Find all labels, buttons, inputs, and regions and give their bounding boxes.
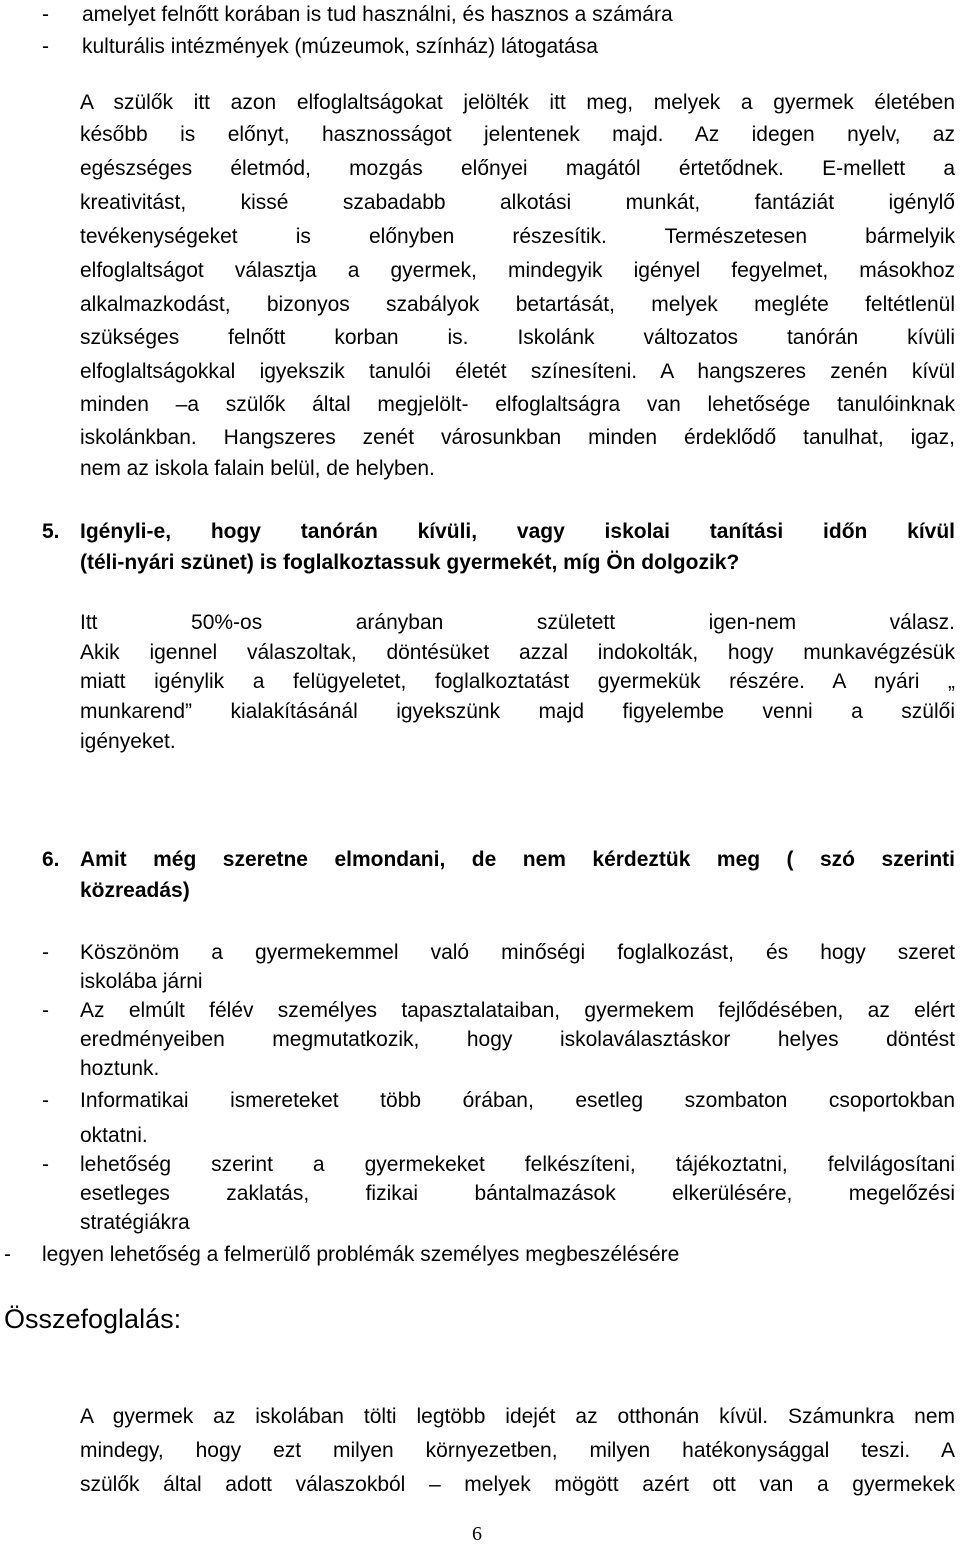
paragraph-line: szükséges felnőtt korban is. Iskolánk változatos tanórán kívüli (80, 326, 955, 349)
summary-line: mindegy, hogy ezt milyen környezetben, milyen hatékonysággal teszi. A (80, 1439, 955, 1462)
response-line: oktatni. (80, 1124, 148, 1147)
paragraph-line: elfoglaltságokkal igyekszik tanulói életét színesíteni. A hangszeres zenén kívül (80, 360, 955, 383)
question-5-text: (téli-nyári szünet) is foglalkoztassuk gyermekét, míg Ön dolgozik? (80, 551, 740, 574)
response-line: legyen lehetőség a felmerülő problémák személyes megbeszélésére (42, 1243, 680, 1266)
answer-line: Itt 50%-os arányban született igen-nem válasz. (80, 611, 955, 634)
paragraph-line: tevékenységeket is előnyben részesítik. Természetesen bármelyik (80, 225, 955, 248)
list-dash: - (4, 1243, 11, 1266)
summary-line: A gyermek az iskolában tölti legtöbb idejét az otthonán kívül. Számunkra nem (80, 1405, 955, 1428)
list-dash: - (42, 1153, 49, 1176)
question-6-text: közreadás) (80, 879, 190, 902)
list-dash: - (42, 999, 49, 1022)
response-line: Az elmúlt félév személyes tapasztalataiban, gyermekem fejlődésében, az elért (80, 999, 955, 1022)
paragraph-line: alkalmazkodást, bizonyos szabályok betartását, melyek megléte feltétlenül (80, 293, 955, 316)
response-line: Köszönöm a gyermekemmel való minőségi foglalkozást, és hogy szeret (80, 941, 955, 964)
summary-line: szülők által adott válaszokból – melyek mögött azért ott van a gyermekek (80, 1473, 955, 1496)
answer-line: munkarend” kialakításánál igyekszünk majd figyelembe venni a szülői (80, 700, 955, 723)
answer-line: miatt igénylik a felügyeletet, foglalkoztatást gyermekük részére. A nyári „ (80, 670, 955, 693)
paragraph-line: minden –a szülők által megjelölt- elfoglaltságra van lehetősége tanulóinknak (80, 393, 955, 416)
list-item-text: amelyet felnőtt korában is tud használni, és hasznos a számára (82, 3, 673, 26)
list-dash: - (42, 3, 49, 26)
list-dash: - (42, 1089, 49, 1112)
paragraph-line: egészséges életmód, mozgás előnyei magától értetődnek. E-mellett a (80, 157, 955, 180)
question-5-text: Igényli-e, hogy tanórán kívüli, vagy iskolai tanítási időn kívül (80, 520, 955, 543)
answer-line: igényeket. (80, 730, 176, 753)
paragraph-line: nem az iskola falain belül, de helyben. (80, 457, 435, 480)
response-line: stratégiákra (80, 1211, 190, 1234)
response-line: lehetőség szerint a gyermekeket felkészíteni, tájékoztatni, felvilágosítani (80, 1153, 955, 1176)
response-line: iskolába járni (80, 970, 203, 993)
paragraph-line: kreativitást, kissé szabadabb alkotási munkát, fantáziát igénylő (80, 191, 955, 214)
list-item-text: kulturális intézmények (múzeumok, színház) látogatása (82, 35, 598, 58)
summary-heading: Összefoglalás: (4, 1304, 182, 1334)
question-5-number: 5. (42, 520, 60, 543)
page-number: 6 (472, 1523, 482, 1545)
paragraph-line: A szülők itt azon elfoglaltságokat jelölték itt meg, melyek a gyermek életében (80, 91, 955, 114)
paragraph-line: később is előnyt, hasznosságot jelentenek majd. Az idegen nyelv, az (80, 123, 955, 146)
response-line: esetleges zaklatás, fizikai bántalmazások elkerülésére, megelőzési (80, 1182, 955, 1205)
response-line: eredményeiben megmutatkozik, hogy iskolaválasztáskor helyes döntést (80, 1028, 955, 1051)
answer-line: Akik igennel válaszoltak, döntésüket azzal indokolták, hogy munkavégzésük (80, 641, 955, 664)
question-6-text: Amit még szeretne elmondani, de nem kérdeztük meg ( szó szerinti (80, 848, 955, 871)
question-6-number: 6. (42, 848, 60, 871)
list-dash: - (42, 35, 49, 58)
response-line: Informatikai ismereteket több órában, esetleg szombaton csoportokban (80, 1089, 955, 1112)
paragraph-line: iskolánkban. Hangszeres zenét városunkban minden érdeklődő tanulhat, igaz, (80, 426, 955, 449)
list-dash: - (42, 941, 49, 964)
response-line: hoztunk. (80, 1057, 160, 1080)
paragraph-line: elfoglaltságot választja a gyermek, mindegyik igényel fegyelmet, másokhoz (80, 259, 955, 282)
